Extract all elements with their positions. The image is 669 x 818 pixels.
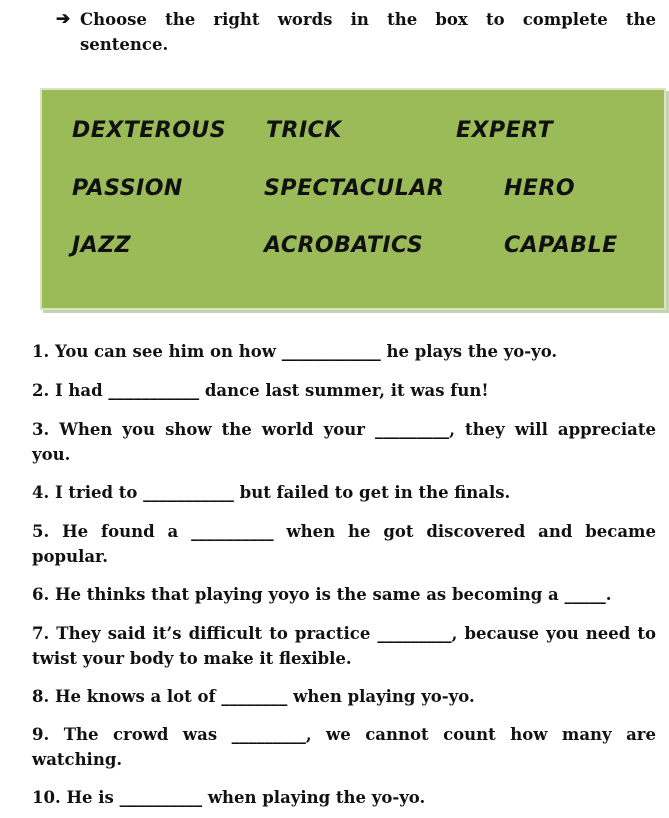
question-item: 5. He found a __________ when he got discovered and became popular. bbox=[32, 522, 656, 566]
word-box-item: PASSION bbox=[72, 176, 183, 201]
word-box bbox=[40, 88, 666, 310]
question-item: 10. He is __________ when playing the yo-yo. bbox=[32, 788, 426, 807]
word-box-item: SPECTACULAR bbox=[264, 176, 445, 201]
word-box-item: DEXTEROUS bbox=[72, 118, 227, 143]
word-box-item: ACROBATICS bbox=[264, 233, 424, 258]
question-list bbox=[32, 339, 656, 810]
question-item: 2. I had ___________ dance last summer, it was fun! bbox=[32, 381, 489, 400]
word-box-item: TRICK bbox=[266, 118, 342, 143]
question-item: 8. He knows a lot of ________ when playing yo-yo. bbox=[32, 687, 475, 706]
instruction bbox=[56, 7, 656, 57]
word-box-item: JAZZ bbox=[72, 233, 132, 258]
question-item: 6. He thinks that playing yoyo is the same as becoming a _____. bbox=[32, 585, 612, 604]
instruction-text: Choose the right words in the box to complete the sentence. bbox=[80, 10, 656, 54]
question-item: 4. I tried to ___________ but failed to get in the finals. bbox=[32, 483, 511, 502]
word-box-item: HERO bbox=[504, 176, 576, 201]
word-box-item: EXPERT bbox=[456, 118, 554, 143]
question-item: 9. The crowd was _________, we cannot count how many are watching. bbox=[32, 725, 656, 769]
word-box-item: CAPABLE bbox=[504, 233, 618, 258]
arrow-right-icon: ➔ bbox=[56, 9, 71, 29]
question-item: 1. You can see him on how ____________ he plays the yo-yo. bbox=[32, 342, 558, 361]
question-item: 3. When you show the world your _________, they will appreciate you. bbox=[32, 420, 656, 464]
question-item: 7. They said it’s difficult to practice _________, because you need to twist your body to make it flexible. bbox=[32, 624, 656, 668]
